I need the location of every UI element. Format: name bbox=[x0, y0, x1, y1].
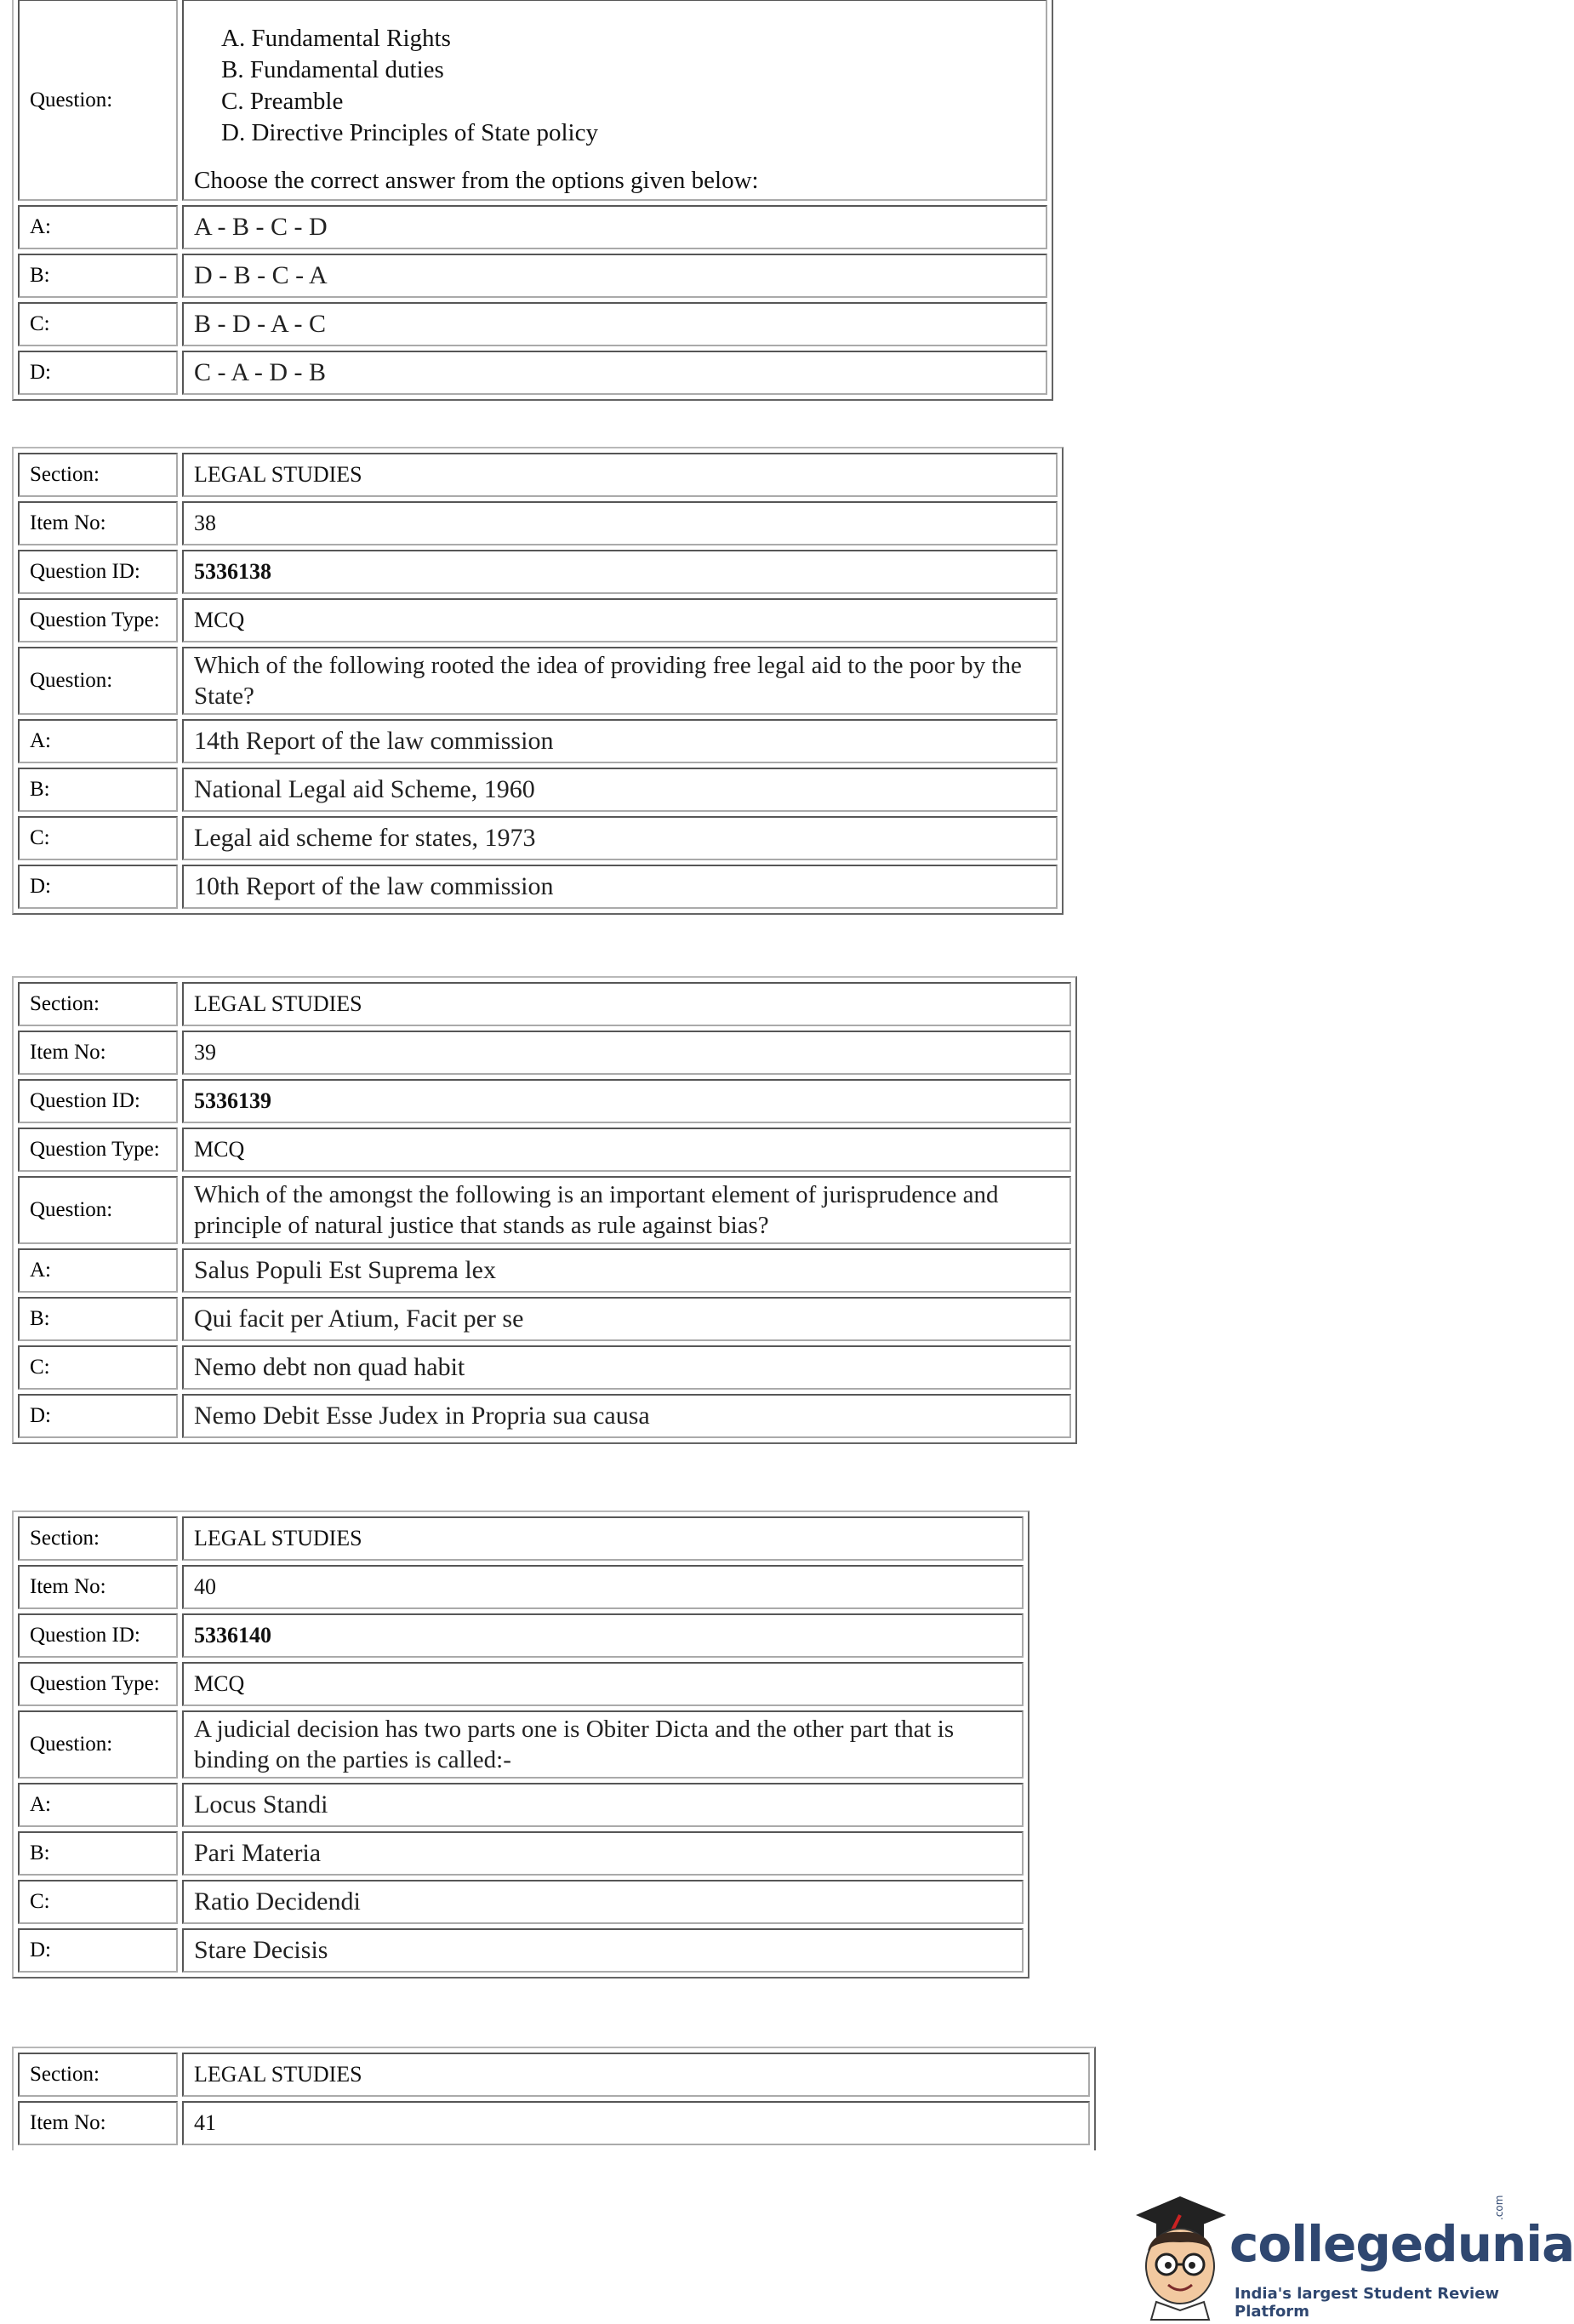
item-no-value: 38 bbox=[182, 501, 1058, 545]
question-type-value: MCQ bbox=[182, 598, 1058, 642]
question-type-label: Question Type: bbox=[18, 598, 178, 642]
option-d-label: D: bbox=[18, 1928, 178, 1973]
question-type-value: MCQ bbox=[182, 1128, 1071, 1172]
question-type-value: MCQ bbox=[182, 1662, 1024, 1706]
option-b-label: B: bbox=[18, 1831, 178, 1876]
option-a-label: A: bbox=[18, 1783, 178, 1827]
item-no-label: Item No: bbox=[18, 2101, 178, 2145]
option-d-label: D: bbox=[18, 351, 178, 395]
section-label: Section: bbox=[18, 453, 178, 497]
question-id-label: Question ID: bbox=[18, 1079, 178, 1123]
list-item: B. Fundamental duties bbox=[221, 56, 444, 84]
option-d-label: D: bbox=[18, 1394, 178, 1438]
question-instruction: Choose the correct answer from the options given below: bbox=[194, 167, 759, 195]
section-label: Section: bbox=[18, 982, 178, 1026]
list-item: D. Directive Principles of State policy bbox=[221, 119, 598, 147]
question-block-39 bbox=[12, 976, 1077, 1444]
question-label: Question: bbox=[18, 1176, 178, 1244]
option-c-label: C: bbox=[18, 1880, 178, 1924]
logo-domain: .com bbox=[1493, 2195, 1505, 2220]
match-list bbox=[194, 23, 1035, 149]
question-block-38 bbox=[12, 447, 1064, 915]
item-no-label: Item No: bbox=[18, 1031, 178, 1075]
option-a: Locus Standi bbox=[182, 1783, 1024, 1827]
option-a: Salus Populi Est Suprema lex bbox=[182, 1248, 1071, 1293]
option-a-label: A: bbox=[18, 1248, 178, 1293]
section-value: LEGAL STUDIES bbox=[182, 1516, 1024, 1561]
option-c: Ratio Decidendi bbox=[182, 1880, 1024, 1924]
student-mascot-icon bbox=[1127, 2191, 1229, 2320]
option-c: Legal aid scheme for states, 1973 bbox=[182, 816, 1058, 860]
item-no-value: 40 bbox=[182, 1565, 1024, 1609]
option-b-label: B: bbox=[18, 1297, 178, 1341]
question-id-label: Question ID: bbox=[18, 1613, 178, 1658]
item-no-label: Item No: bbox=[18, 501, 178, 545]
item-no-label: Item No: bbox=[18, 1565, 178, 1609]
question-text: A judicial decision has two parts one is Obiter Dicta and the other part that is binding on the parties is called:- bbox=[182, 1710, 1024, 1779]
option-a-label: A: bbox=[18, 205, 178, 249]
option-b: Qui facit per Atium, Facit per se bbox=[182, 1297, 1071, 1341]
question-text: Which of the following rooted the idea of providing free legal aid to the poor by the State? bbox=[182, 647, 1058, 715]
option-d: 10th Report of the law commission bbox=[182, 865, 1058, 909]
option-c-label: C: bbox=[18, 1345, 178, 1390]
question-id-value: 5336140 bbox=[182, 1613, 1024, 1658]
option-d-label: D: bbox=[18, 865, 178, 909]
section-value: LEGAL STUDIES bbox=[182, 2053, 1090, 2097]
question-block-partial bbox=[12, 0, 1053, 401]
question-id-label: Question ID: bbox=[18, 550, 178, 594]
question-label: Question: bbox=[18, 0, 178, 201]
logo-tagline: India's largest Student Review Platform bbox=[1235, 2285, 1500, 2321]
question-id-value: 5336138 bbox=[182, 550, 1058, 594]
question-cell bbox=[182, 0, 1047, 201]
question-id-value: 5336139 bbox=[182, 1079, 1071, 1123]
question-block-41 bbox=[12, 2047, 1096, 2150]
option-b-label: B: bbox=[18, 768, 178, 812]
section-label: Section: bbox=[18, 2053, 178, 2097]
option-d: C - A - D - B bbox=[182, 351, 1047, 395]
question-label: Question: bbox=[18, 1710, 178, 1779]
item-no-value: 39 bbox=[182, 1031, 1071, 1075]
item-no-value: 41 bbox=[182, 2101, 1090, 2145]
option-d: Stare Decisis bbox=[182, 1928, 1024, 1973]
option-b: National Legal aid Scheme, 1960 bbox=[182, 768, 1058, 812]
section-value: LEGAL STUDIES bbox=[182, 982, 1071, 1026]
option-b-label: B: bbox=[18, 254, 178, 298]
list-item: A. Fundamental Rights bbox=[221, 25, 451, 53]
option-c: B - D - A - C bbox=[182, 302, 1047, 346]
section-value: LEGAL STUDIES bbox=[182, 453, 1058, 497]
logo-wordmark: collegedunia bbox=[1229, 2215, 1574, 2273]
option-b: D - B - C - A bbox=[182, 254, 1047, 298]
option-a-label: A: bbox=[18, 719, 178, 763]
option-c: Nemo debt non quad habit bbox=[182, 1345, 1071, 1390]
option-b: Pari Materia bbox=[182, 1831, 1024, 1876]
question-type-label: Question Type: bbox=[18, 1662, 178, 1706]
list-item: C. Preamble bbox=[221, 88, 344, 116]
section-label: Section: bbox=[18, 1516, 178, 1561]
collegedunia-logo bbox=[1127, 2191, 1574, 2321]
option-c-label: C: bbox=[18, 302, 178, 346]
question-text: Which of the amongst the following is an important element of jurisprudence and principle of natural justice that stands as rule against bias? bbox=[182, 1176, 1071, 1244]
option-c-label: C: bbox=[18, 816, 178, 860]
option-d: Nemo Debit Esse Judex in Propria sua causa bbox=[182, 1394, 1071, 1438]
option-a: 14th Report of the law commission bbox=[182, 719, 1058, 763]
option-a: A - B - C - D bbox=[182, 205, 1047, 249]
question-block-40 bbox=[12, 1510, 1029, 1979]
question-label: Question: bbox=[18, 647, 178, 715]
question-type-label: Question Type: bbox=[18, 1128, 178, 1172]
